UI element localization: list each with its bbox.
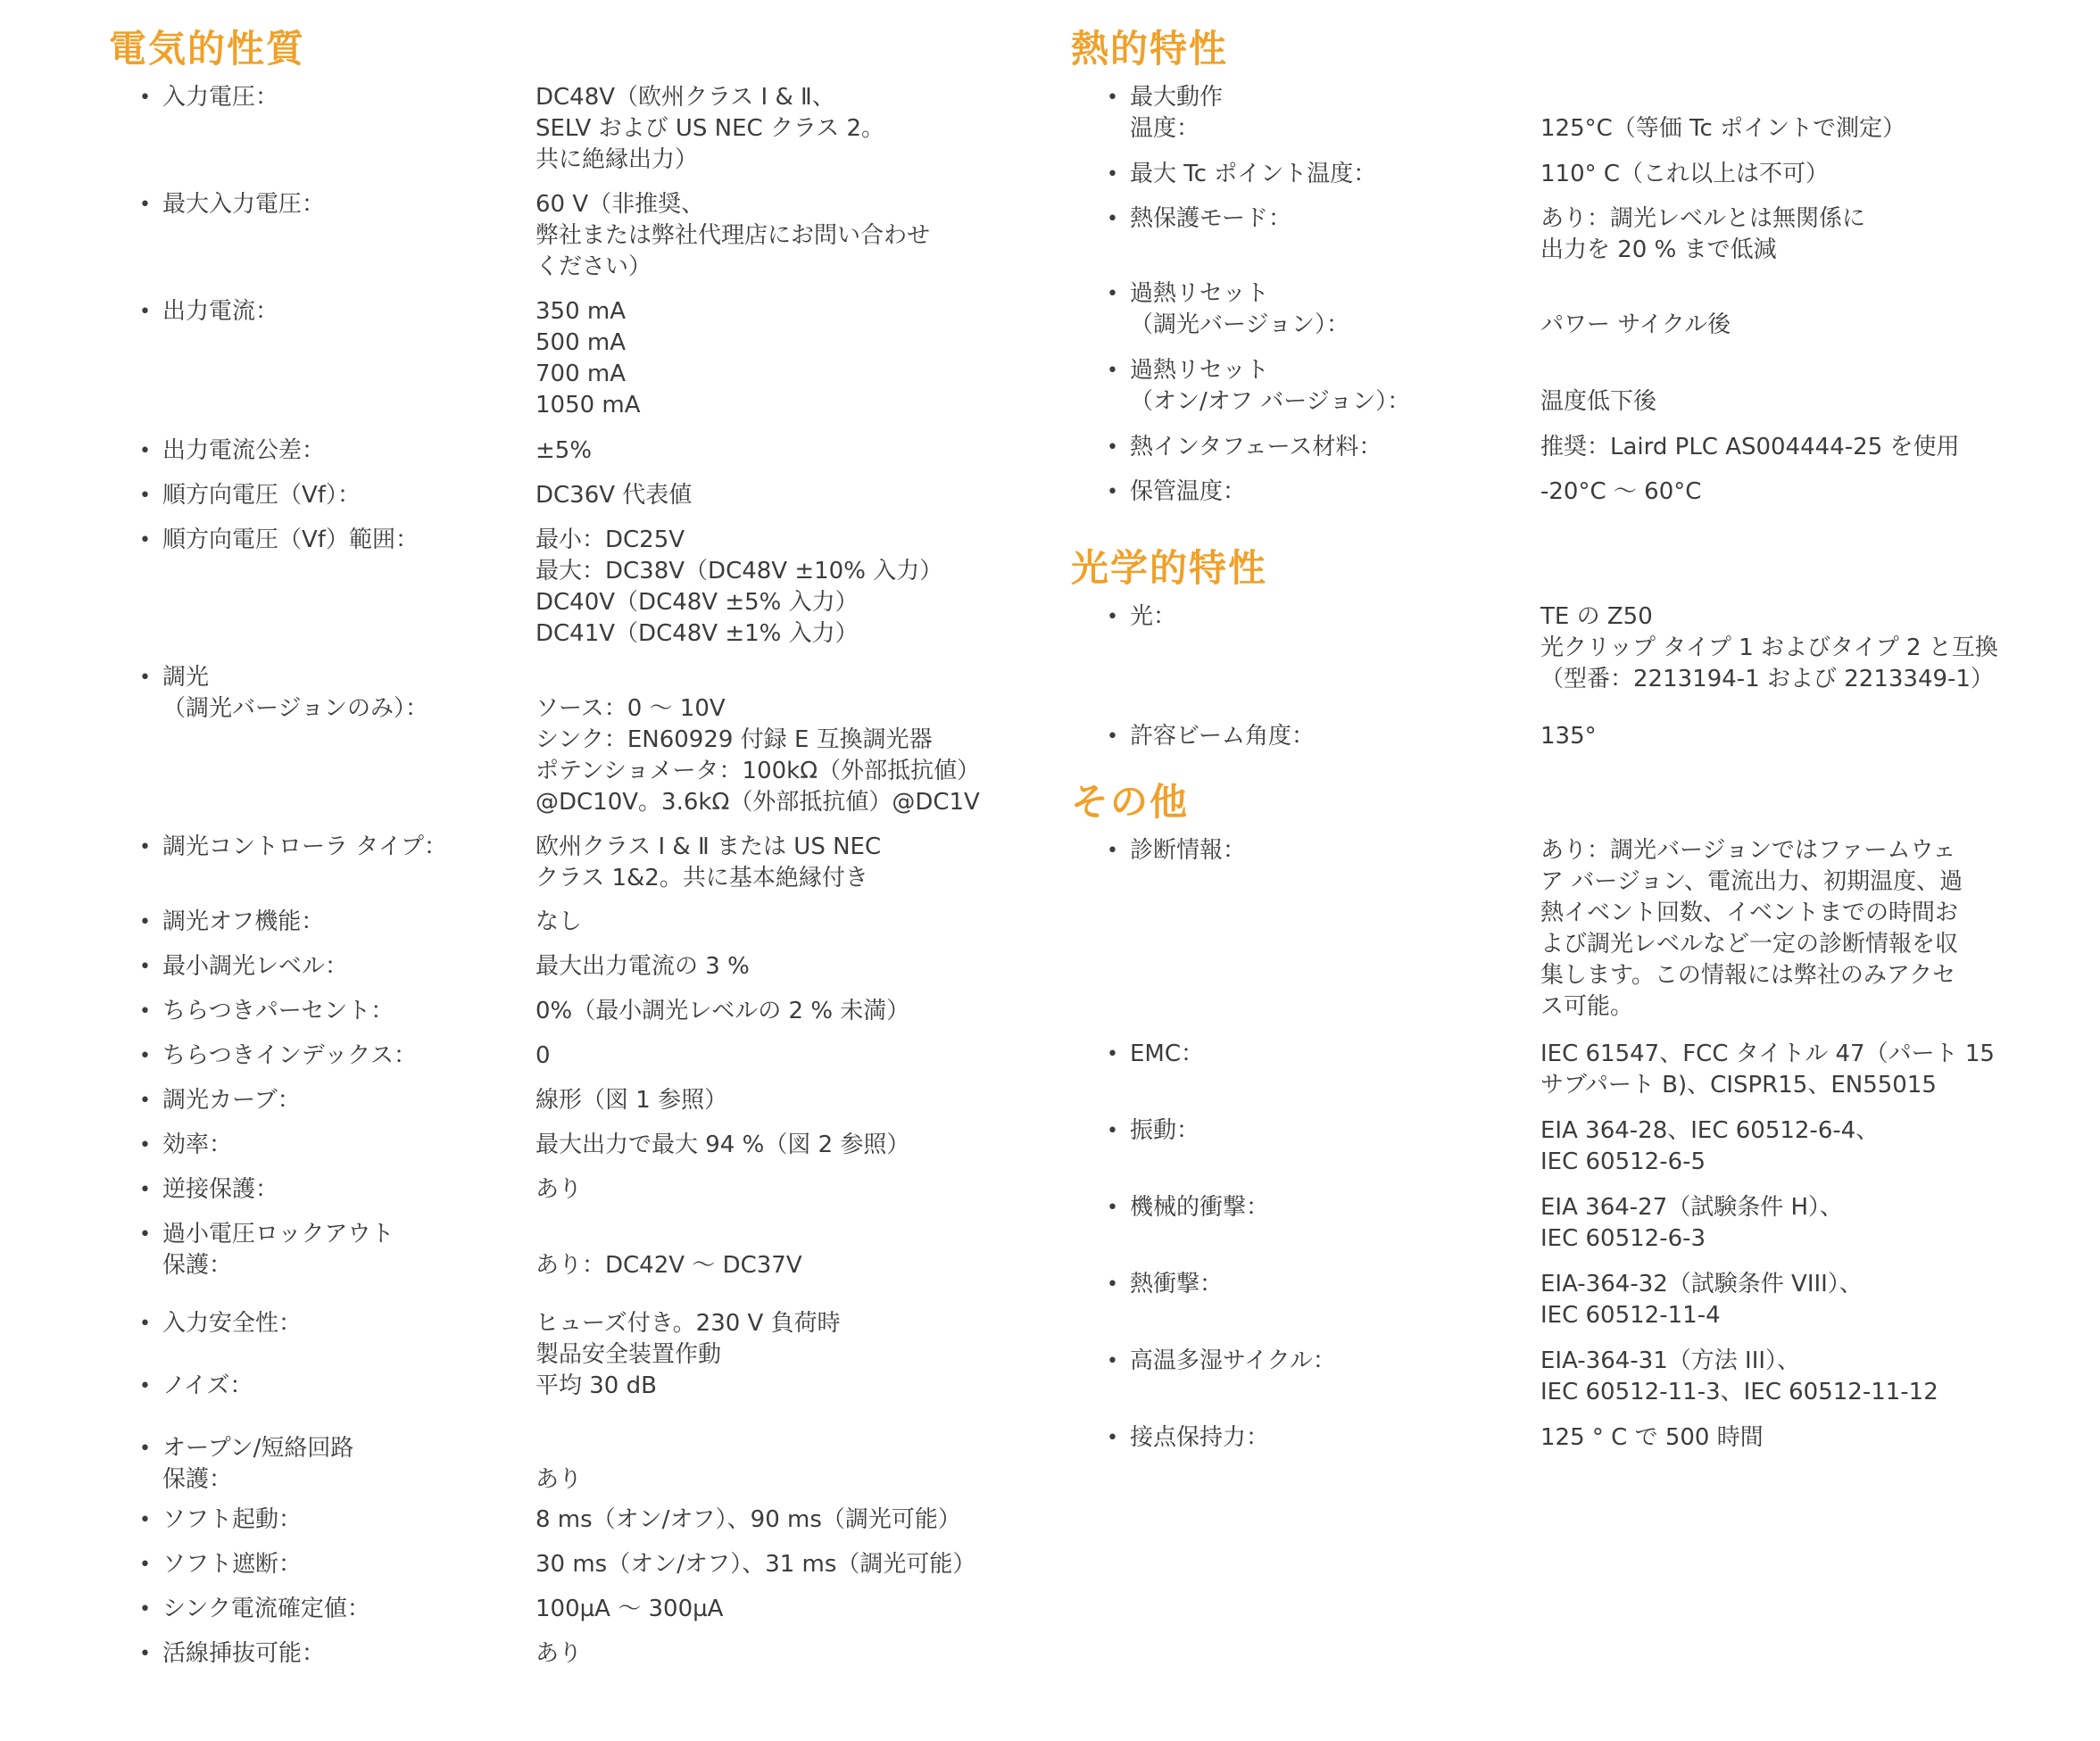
spec-value: IEC 61547、FCC タイトル 47（パート 15 サブパート B)、CISPR15、EN55015 xyxy=(1540,1040,1995,1098)
spec-value: あり：調光レベルとは無関係に 出力を 20 % まで低減 xyxy=(1540,205,1866,263)
spec-label: 入力安全性： xyxy=(162,1310,303,1337)
section-heading-electrical: 電気的性質 xyxy=(109,27,306,70)
spec-value: 350 mA 500 mA 700 mA 1050 mA xyxy=(535,298,641,419)
bullet-icon: • xyxy=(139,1643,151,1665)
spec-label: 調光 （調光バージョンのみ）： xyxy=(162,664,428,722)
spec-label: 接点保持力： xyxy=(1130,1424,1270,1451)
spec-label: 順方向電圧（Vf）範囲： xyxy=(162,526,419,553)
spec-value: EIA-364-31（方法 III）、 IEC 60512-11-3、IEC 60512-11-12 xyxy=(1540,1347,1938,1405)
section-heading-thermal: 熱的特性 xyxy=(1071,27,1229,70)
bullet-icon: • xyxy=(139,87,151,109)
bullet-icon: • xyxy=(1107,606,1118,628)
spec-value: EIA 364-27（試験条件 H）、 IEC 60512-6-3 xyxy=(1540,1194,1844,1252)
spec-value: DC48V（欧州クラス Ⅰ & Ⅱ、 SELV および US NEC クラス 2。 共に絶縁出力） xyxy=(535,84,884,173)
spec-value: 125 ° C で 500 時間 xyxy=(1540,1424,1764,1451)
spec-value: 30 ms（オン/オフ）、31 ms（調光可能） xyxy=(535,1551,976,1578)
spec-label: 高温多湿サイクル： xyxy=(1130,1347,1336,1374)
spec-value: あり：DC42V ～ DC37V xyxy=(535,1252,802,1279)
spec-label: 最大 Tc ポイント温度： xyxy=(1130,161,1377,187)
spec-label: ソフト起動： xyxy=(162,1506,303,1533)
spec-value: 温度低下後 xyxy=(1540,388,1657,415)
spec-value: ±5% xyxy=(535,437,593,464)
bullet-icon: • xyxy=(139,1000,151,1023)
bullet-icon: • xyxy=(1107,1273,1118,1296)
spec-value: 135° xyxy=(1540,723,1597,750)
spec-value: 最大出力電流の 3 % xyxy=(535,953,750,980)
spec-value: 平均 30 dB xyxy=(535,1372,657,1399)
spec-label: 活線挿抜可能： xyxy=(162,1640,326,1667)
spec-label: 診断情報： xyxy=(1130,837,1247,864)
spec-value: 110° C（これ以上は不可） xyxy=(1540,161,1830,187)
spec-value: 8 ms（オン/オフ）、90 ms（調光可能） xyxy=(535,1506,961,1533)
bullet-icon: • xyxy=(1107,87,1118,109)
bullet-icon: • xyxy=(1107,1427,1118,1449)
bullet-icon: • xyxy=(139,911,151,933)
bullet-icon: • xyxy=(139,1090,151,1112)
bullet-icon: • xyxy=(139,194,151,216)
spec-label: EMC： xyxy=(1130,1040,1205,1067)
spec-value: 欧州クラス Ⅰ & Ⅱ または US NEC クラス 1&2。共に基本絶縁付き xyxy=(535,833,882,891)
bullet-icon: • xyxy=(1107,1120,1118,1142)
spec-value: あり xyxy=(535,1466,583,1493)
spec-value: パワー サイクル後 xyxy=(1540,311,1731,338)
spec-label: 逆接保護： xyxy=(162,1176,279,1203)
bullet-icon: • xyxy=(139,1438,151,1460)
spec-label: シンク電流確定値： xyxy=(162,1596,370,1622)
spec-value: 線形（図 1 参照） xyxy=(535,1087,728,1114)
spec-label: 出力電流： xyxy=(162,298,279,325)
spec-label: ちらつきパーセント： xyxy=(162,998,394,1024)
bullet-icon: • xyxy=(1107,481,1118,503)
bullet-icon: • xyxy=(139,956,151,978)
spec-label: 機械的衝撃： xyxy=(1130,1194,1270,1221)
bullet-icon: • xyxy=(139,1554,151,1576)
bullet-icon: • xyxy=(139,1375,151,1397)
spec-label: 許容ビーム角度： xyxy=(1130,723,1315,750)
spec-label: 過小電圧ロックアウト 保護： xyxy=(162,1221,394,1279)
bullet-icon: • xyxy=(1107,283,1118,305)
bullet-icon: • xyxy=(139,1313,151,1335)
bullet-icon: • xyxy=(1107,840,1118,862)
spec-label: 最大動作 温度： xyxy=(1130,84,1224,142)
spec-label: 熱インタフェース材料： xyxy=(1130,434,1382,460)
spec-label: 調光カーブ： xyxy=(162,1087,301,1114)
spec-label: ノイズ： xyxy=(162,1372,253,1399)
spec-value: 推奨：Laird PLC AS004444-25 を使用 xyxy=(1540,434,1960,460)
bullet-icon: • xyxy=(139,1179,151,1201)
spec-value: EIA-364-32（試験条件 VIII）、 IEC 60512-11-4 xyxy=(1540,1271,1863,1329)
bullet-icon: • xyxy=(1107,208,1118,230)
spec-value: あり：調光バージョンではファームウェ ア バージョン、電流出力、初期温度、過 熱イベント回数、イベントまでの時間お よび調光レベルなど一定の診断情報を収 集します。この情報には弊社のみアクセ ス可能。 xyxy=(1540,837,1963,1020)
spec-label: ソフト遮断： xyxy=(162,1551,303,1578)
bullet-icon: • xyxy=(139,1598,151,1621)
spec-label: 最大入力電圧： xyxy=(162,191,326,218)
spec-value: DC36V 代表値 xyxy=(535,482,693,509)
spec-label: 調光コントローラ タイプ： xyxy=(162,833,447,860)
spec-label: 過熱リセット （オン/オフ バージョン）： xyxy=(1130,357,1411,415)
bullet-icon: • xyxy=(1107,1043,1118,1065)
spec-label: 熱衝撃： xyxy=(1130,1271,1224,1297)
spec-value: 125°C（等価 Tc ポイントで測定） xyxy=(1540,115,1906,142)
spec-value: -20°C ～ 60°C xyxy=(1540,478,1702,505)
spec-value: 60 V（非推奨、 弊社または弊社代理店にお問い合わせ ください） xyxy=(535,191,931,280)
spec-value: あり xyxy=(535,1640,583,1667)
bullet-icon: • xyxy=(1107,1197,1118,1219)
spec-label: 入力電圧： xyxy=(162,84,279,111)
bullet-icon: • xyxy=(139,1223,151,1246)
spec-value: あり xyxy=(535,1176,583,1203)
spec-value: なし xyxy=(535,908,583,935)
bullet-icon: • xyxy=(1107,360,1118,382)
spec-label: 振動： xyxy=(1130,1117,1200,1144)
spec-label: 調光オフ機能： xyxy=(162,908,325,935)
bullet-icon: • xyxy=(139,1509,151,1531)
spec-value: EIA 364-28、IEC 60512-6-4、 IEC 60512-6-5 xyxy=(1540,1117,1880,1175)
spec-label: 順方向電圧（Vf）： xyxy=(162,482,361,509)
spec-label: 効率： xyxy=(162,1132,233,1158)
spec-label: 出力電流公差： xyxy=(162,437,326,464)
spec-value: TE の Z50 光クリップ タイプ 1 およびタイプ 2 と互換 （型番：2213194-1 および 2213349-1） xyxy=(1540,603,1998,692)
bullet-icon: • xyxy=(1107,436,1118,459)
spec-label: オープン/短絡回路 保護： xyxy=(162,1435,354,1493)
bullet-icon: • xyxy=(139,1134,151,1157)
spec-label: 光： xyxy=(1130,603,1177,630)
spec-value: 0 xyxy=(535,1042,551,1069)
bullet-icon: • xyxy=(139,485,151,507)
spec-label: 最小調光レベル： xyxy=(162,953,349,980)
bullet-icon: • xyxy=(139,667,151,689)
bullet-icon: • xyxy=(1107,163,1118,186)
bullet-icon: • xyxy=(139,1045,151,1067)
bullet-icon: • xyxy=(139,529,151,551)
spec-value: ソース：0 ～ 10V シンク：EN60929 付録 E 互換調光器 ポテンショメータ：100kΩ（外部抵抗値） @DC10V。3.6kΩ（外部抵抗値）@DC1V xyxy=(535,695,981,816)
bullet-icon: • xyxy=(139,440,151,462)
spec-label: 熱保護モード： xyxy=(1130,205,1291,232)
spec-value: 0%（最小調光レベルの 2 % 未満） xyxy=(535,998,910,1024)
spec-label: 過熱リセット （調光バージョン）： xyxy=(1130,280,1349,338)
section-heading-other: その他 xyxy=(1071,780,1190,824)
spec-value: 100µA ～ 300µA xyxy=(535,1596,724,1622)
bullet-icon: • xyxy=(139,836,151,858)
bullet-icon: • xyxy=(1107,1350,1118,1372)
section-heading-optical: 光学的特性 xyxy=(1071,546,1268,590)
bullet-icon: • xyxy=(139,301,151,323)
spec-label: ちらつきインデックス： xyxy=(162,1042,417,1069)
spec-value: 最小：DC25V 最大：DC38V（DC48V ±10% 入力） DC40V（DC48V ±5% 入力） DC41V（DC48V ±1% 入力） xyxy=(535,526,943,647)
spec-label: 保管温度： xyxy=(1130,478,1247,505)
spec-value: 最大出力で最大 94 %（図 2 参照） xyxy=(535,1132,910,1158)
bullet-icon: • xyxy=(1107,725,1118,748)
spec-value: ヒューズ付き。230 V 負荷時 製品安全装置作動 xyxy=(535,1310,841,1368)
